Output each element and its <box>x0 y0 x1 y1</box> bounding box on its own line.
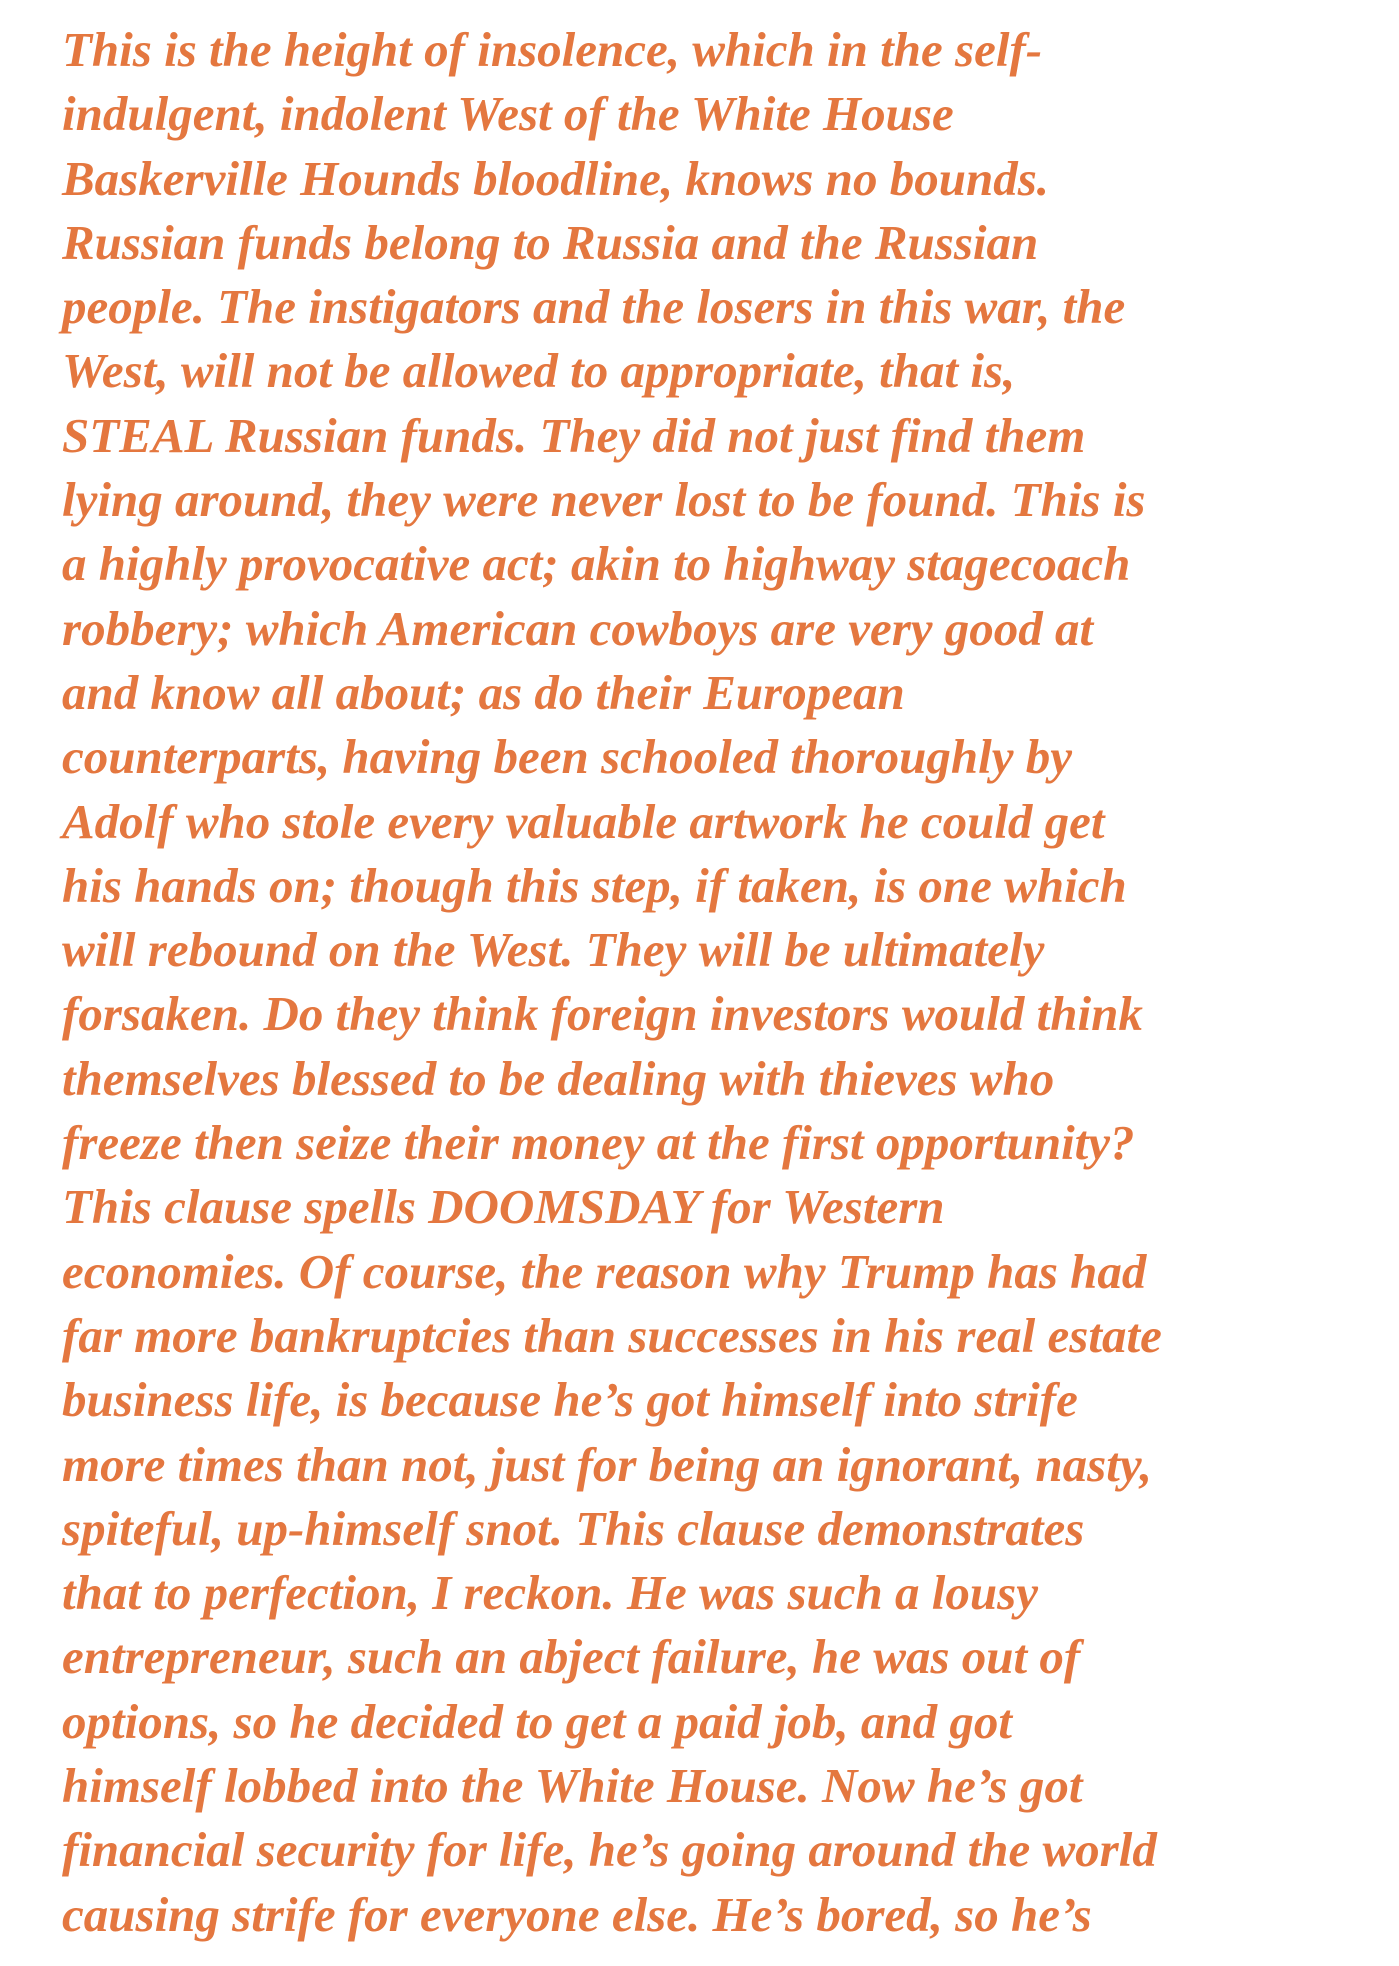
text-line: indulgent, indolent West of the White House <box>62 86 954 142</box>
text-line: Russian funds belong to Russia and the Russian <box>62 214 1039 270</box>
text-line: more times than not, just for being an ignorant, nasty, <box>62 1436 1153 1492</box>
text-line: people. The instigators and the losers in this war, the <box>62 279 1126 335</box>
text-line: entrepreneur, such an abject failure, he was out of <box>62 1629 1081 1685</box>
text-line: West, will not be allowed to appropriate, that is, <box>62 343 1016 399</box>
text-line: financial security for life, he’s going around the world <box>62 1822 1157 1878</box>
text-line: counterparts, having been schooled thoroughly by <box>62 729 1073 785</box>
text-line: robbery; which American cowboys are very good at <box>62 600 1094 656</box>
text-line: lying around, they were never lost to be found. This is <box>62 472 1146 528</box>
text-line: forsaken. Do they think foreign investors would think <box>62 986 1143 1042</box>
text-line: Adolf who stole every valuable artwork he could get <box>62 793 1105 849</box>
text-line: Baskerville Hounds bloodline, knows no bounds. <box>62 150 1050 206</box>
text-line: STEAL Russian funds. They did not just find them <box>62 407 1086 463</box>
text-line: economies. Of course, the reason why Trump has had <box>62 1243 1147 1299</box>
text-line: options, so he decided to get a paid job, and got <box>62 1693 1013 1749</box>
text-line: will rebound on the West. They will be ultimately <box>62 922 1045 978</box>
text-line: themselves blessed to be dealing with thieves who <box>62 1050 1055 1106</box>
body-text <box>62 18 1382 1947</box>
text-line: and know all about; as do their European <box>62 664 905 720</box>
text-line: himself lobbed into the White House. Now he’s got <box>62 1758 1083 1814</box>
text-line: spiteful, up-himself snot. This clause demonstrates <box>62 1500 1085 1556</box>
text-line: This clause spells DOOMSDAY for Western <box>62 1179 945 1235</box>
text-line: causing strife for everyone else. He’s bored, so he’s <box>62 1886 1092 1942</box>
text-line: a highly provocative act; akin to highway stagecoach <box>62 536 1131 592</box>
text-line: business life, is because he’s got himself into strife <box>62 1372 1078 1428</box>
text-line: freeze then seize their money at the first opportunity? <box>62 1115 1135 1171</box>
text-line: This is the height of insolence, which in the self- <box>62 22 1043 77</box>
text-line: that to perfection, I reckon. He was such a lousy <box>62 1565 1038 1621</box>
text-line: far more bankruptcies than successes in his real estate <box>62 1307 1162 1363</box>
text-line: his hands on; though this step, if taken, is one which <box>62 857 1127 913</box>
